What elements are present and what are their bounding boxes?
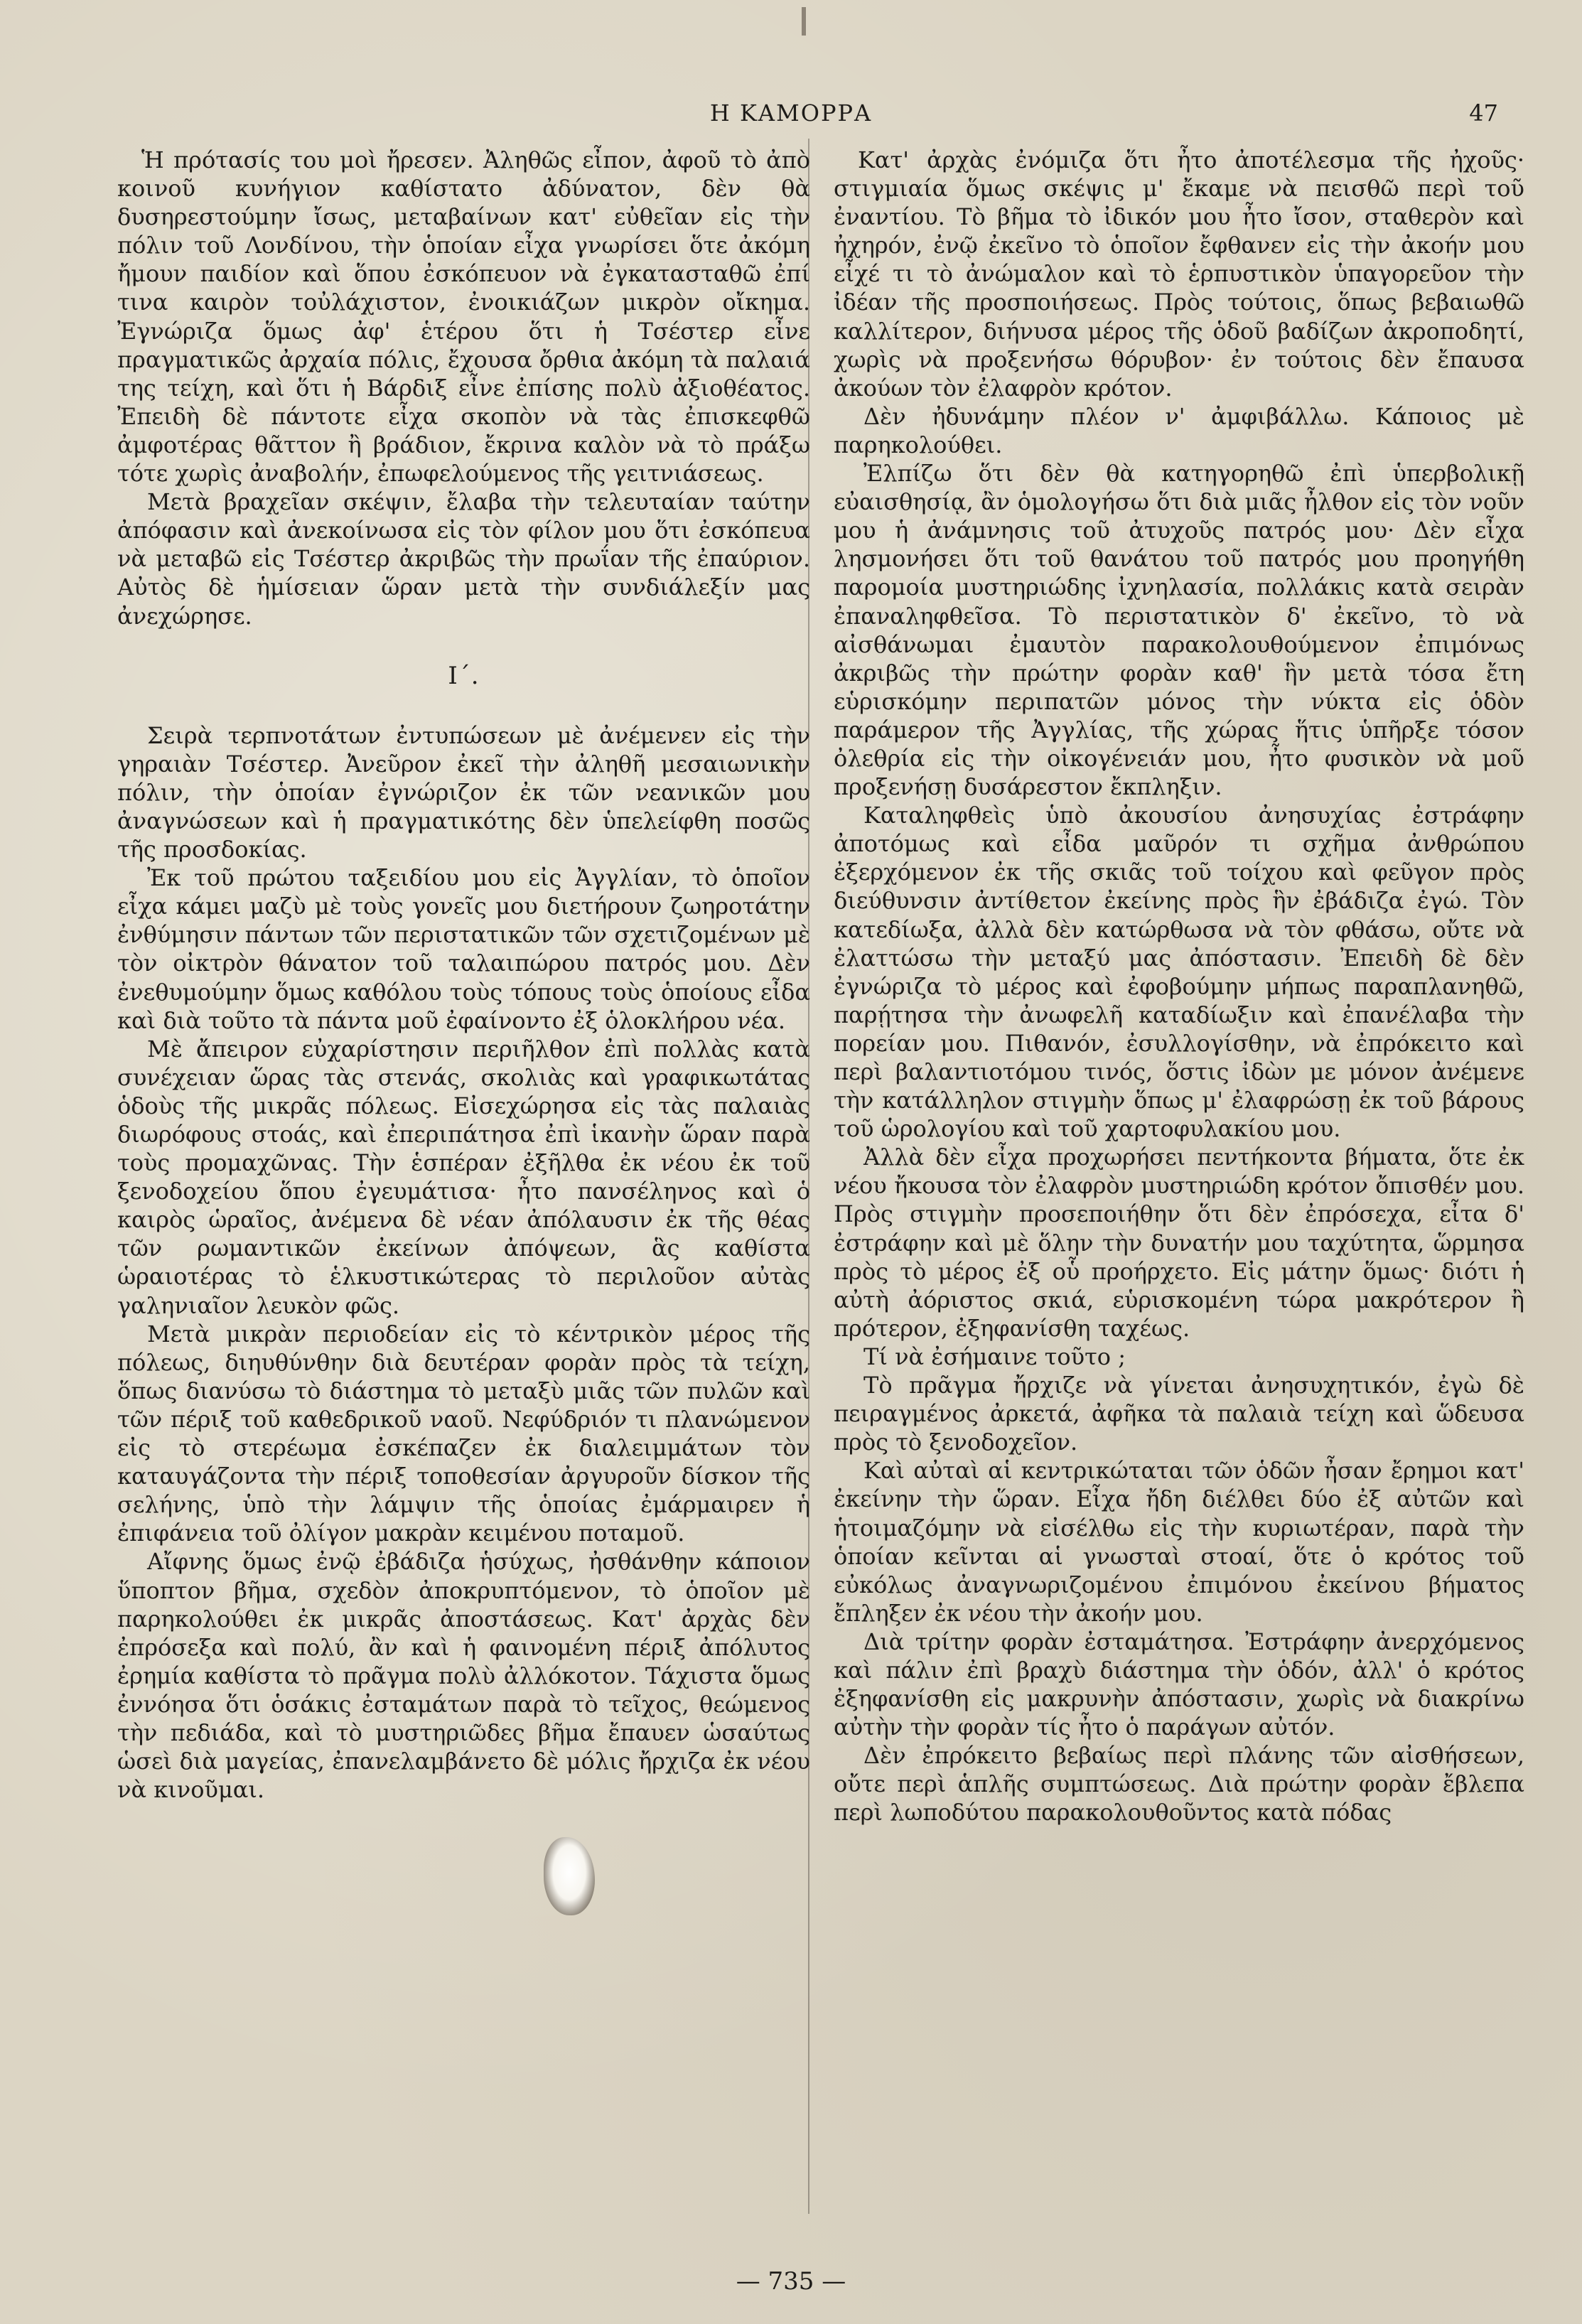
paragraph: Ἐκ τοῦ πρώτου ταξειδίου μου εἰς Ἀγγλίαν, τὸ ὁποῖον εἶχα κάμει μαζὺ μὲ τοὺς γονεῖς μου διετήρουν ζωηροτάτην ἐνθύμησιν πάντων τῶν περιστατικῶν τῶν σχετιζομένων μὲ τὸν οἰκτρὸν θάνατον τοῦ ταλαιπώρου πατρός μου. Δὲν ἐνεθυμούμην ὅμως καθόλου τοὺς τόπους τοὺς ὁποίους εἶδα καὶ διὰ τοῦτο τὰ πάντα μοῦ ἐφαίνοντο ἐξ ὁλοκλήρου νέα. xyxy=(117,864,810,1034)
paragraph: Μετὰ βραχεῖαν σκέψιν, ἔλαβα τὴν τελευταίαν ταύτην ἀπόφασιν καὶ ἀνεκοίνωσα εἰς τὸν φίλον μου ὅτι ἐσκόπευα νὰ μεταβῶ εἰς Τσέστερ ἀκριβῶς τὴν πρωΐαν τῆς ἐπαύριον. Αὐτὸς δὲ ἡμίσειαν ὥραν μετὰ τὴν συνδιάλεξίν μας ἀνεχώρησε. xyxy=(117,488,810,630)
paper-damage-spot xyxy=(544,1837,595,1915)
paragraph: Αἴφνης ὅμως ἐνῷ ἐβάδιζα ἡσύχως, ἠσθάνθην κάποιον ὕποπτον βῆμα, σχεδὸν ἀποκρυπτόμενον, τὸ ὁποῖον μὲ παρηκολούθει ἐκ μικρᾶς ἀποστάσεως. Κατ' ἀρχὰς δὲν ἐπρόσεξα καὶ πολύ, ἂν καὶ ἡ φαινομένη πέριξ ἀπόλυτος ἐρημία καθίστα τὸ πρᾶγμα πολὺ ἀλλόκοτον. Τάχιστα ὅμως ἐννόησα ὅτι ὁσάκις ἐσταμάτων παρὰ τὸ τεῖχος, θεώμενος τὴν πεδιάδα, καὶ τὸ μυστηριῶδες βῆμα ἔπαυεν ὡσαύτως ὡσεὶ διὰ μαγείας, ἐπανελαμβάνετο δὲ μόλις ἤρχιζα ἐκ νέου νὰ κινοῦμαι. xyxy=(117,1548,810,1804)
paragraph: Κατ' ἀρχὰς ἐνόμιζα ὅτι ἦτο ἀποτέλεσμα τῆς ἠχοῦς· στιγμιαία ὅμως σκέψις μ' ἔκαμε νὰ πεισθῶ περὶ τοῦ ἐναντίου. Τὸ βῆμα τὸ ἰδικόν μου ἦτο ἴσον, σταθερὸν καὶ ἠχηρόν, ἐνῷ ἐκεῖνο τὸ ὁποῖον ἔφθανεν εἰς τὴν ἀκοήν μου εἶχέ τι τὸ ἀνώμαλον καὶ τὸ ἑρπυστικὸν ὑπαγορεῦον τὴν ἰδέαν τῆς προσποιήσεως. Πρὸς τούτοις, ὅπως βεβαιωθῶ καλλίτερον, διήνυσα μέρος τῆς ὁδοῦ βαδίζων ἀκροποδητί, χωρὶς νὰ προξενήσω θόρυβον· ἐν τούτοις δὲν ἔπαυσα ἀκούων τὸν ἐλαφρὸν κρότον. xyxy=(834,146,1524,402)
right-column xyxy=(834,146,1524,1827)
paragraph: Τὸ πρᾶγμα ἤρχιζε νὰ γίνεται ἀνησυχητικόν, ἐγὼ δὲ πειραγμένος ἀρκετά, ἀφῆκα τὰ παλαιὰ τείχη καὶ ὥδευσα πρὸς τὸ ξενοδοχεῖον. xyxy=(834,1372,1524,1456)
running-header-title: Η ΚΑΜΟΡΡΑ xyxy=(709,99,873,127)
running-header-page-number: 47 xyxy=(1469,99,1498,127)
paragraph: Μὲ ἄπειρον εὐχαρίστησιν περιῆλθον ἐπὶ πολλὰς κατὰ συνέχειαν ὥρας τὰς στενάς, σκολιὰς καὶ γραφικωτάτας ὁδοὺς τῆς μικρᾶς πόλεως. Εἰσεχώρησα εἰς τὰς παλαιὰς διωρόφους στοάς, καὶ ἐπεριπάτησα ἐπὶ ἱκανὴν ὥραν παρὰ τοὺς προμαχῶνας. Τὴν ἑσπέραν ἐξῆλθα ἐκ νέου ἐκ τοῦ ξενοδοχείου ὅπου ἐγευμάτισα· ἦτο πανσέληνος καὶ ὁ καιρὸς ὡραῖος, ἀνέμενα δὲ νέαν ἀπόλαυσιν ἐκ τῆς θέας τῶν ρωμαντικῶν ἐκείνων ἀπόψεων, ἃς καθίστα ὡραιοτέρας τὸ ἑλκυστικώτερας τὸ περιλοῦον αὐτὰς γαληνιαῖον λευκὸν φῶς. xyxy=(117,1035,810,1319)
paragraph: Μετὰ μικρὰν περιοδείαν εἰς τὸ κέντρικὸν μέρος τῆς πόλεως, διηυθύνθην διὰ δευτέραν φορὰν πρὸς τὰ τείχη, ὅπως διανύσω τὸ διάστημα τὸ μεταξὺ μιᾶς τῶν πυλῶν καὶ τῶν πέριξ τοῦ καθεδρικοῦ ναοῦ. Νεφύδριόν τι πλανώμενον εἰς τὸ στερέωμα ἐσκέπαζεν ἐκ διαλειμμάτων τὸν καταυγάζοντα τὴν πέριξ τοποθεσίαν ἀργυροῦν δίσκον τῆς σελήνης, ὑπὸ τὴν λάμψιν τῆς ὁποίας ἐμάρμαιρεν ἡ ἐπιφάνεια τοῦ ὀλίγον μακρὰν κειμένου ποταμοῦ. xyxy=(117,1320,810,1547)
paragraph: Δὲν ἠδυνάμην πλέον ν' ἀμφιβάλλω. Κάποιος μὲ παρηκολούθει. xyxy=(834,402,1524,458)
paragraph: Δὲν ἐπρόκειτο βεβαίως περὶ πλάνης τῶν αἰσθήσεων, οὔτε περὶ ἁπλῆς συμπτώσεως. Διὰ πρώτην φορὰν ἔβλεπα περὶ λωποδύτου παρακολουθοῦντος κατὰ πόδας xyxy=(834,1742,1524,1827)
paragraph: Ἡ πρότασίς του μοὶ ἤρεσεν. Ἀληθῶς εἶπον, ἀφοῦ τὸ ἀπὸ κοινοῦ κυνήγιον καθίστατο ἀδύνατον, δὲν θὰ δυσηρεστούμην ἴσως, μεταβαίνων κατ' εὐθεῖαν εἰς τὴν πόλιν τοῦ Λονδίνου, τὴν ὁποίαν εἶχα γνωρίσει ὅτε ἀκόμη ἤμουν παιδίον καὶ ὅπου ἐσκόπευον νὰ ἐγκατασταθῶ ἐπί τινα καιρὸν τοὐλάχιστον, ἐνοικιάζων μικρὸν οἴκημα. Ἐγνώριζα ὅμως ἀφ' ἑτέρου ὅτι ἡ Τσέστερ εἶνε πραγματικῶς ἀρχαία πόλις, ἔχουσα ὄρθια ἀκόμη τὰ παλαιά της τείχη, καὶ ὅτι ἡ Βάρδιξ εἶνε ἐπίσης πολὺ ἀξιοθέατος. Ἐπειδὴ δὲ πάντοτε εἶχα σκοπὸν νὰ τὰς ἐπισκεφθῶ ἀμφοτέρας θᾶττον ἢ βράδιον, ἔκρινα καλὸν νὰ τὸ πράξω τότε χωρὶς ἀναβολήν, ἐπωφελούμενος τῆς γειτνιάσεως. xyxy=(117,146,810,488)
paragraph: Ἐλπίζω ὅτι δὲν θὰ κατηγορηθῶ ἐπὶ ὑπερβολικῇ εὐαισθησίᾳ, ἂν ὁμολογήσω ὅτι διὰ μιᾶς ἦλθον εἰς τὸν νοῦν μου ἡ ἀνάμνησις τοῦ ἀτυχοῦς πατρός μου· Δὲν εἶχα λησμονήσει ὅτι τοῦ θανάτου τοῦ πατρός μου προηγήθη παρομοία μυστηριώδης ἰχνηλασία, πολλάκις κατὰ σειρὰν ἐπαναληφθεῖσα. Τὸ περιστατικὸν δ' ἐκεῖνο, τὸ νὰ αἰσθάνωμαι ἐμαυτὸν παρακολουθούμενον ἐπιμόνως ἀκριβῶς τὴν πρώτην φορὰν καθ' ἣν μετὰ τόσα ἔτη εὑρισκόμην περιπατῶν μόνος τὴν νύκτα εἰς ὁδὸν παράμερον τῆς Ἀγγλίας, τῆς χώρας ἥτις ὑπῆρξε τόσον ὀλεθρία εἰς τὴν οἰκογένειάν μου, ἦτο φυσικὸν νὰ μοῦ προξενήσῃ δυσάρεστον ἔκπληξιν. xyxy=(834,460,1524,801)
footer-page-number: — 735 — xyxy=(736,2267,846,2296)
column-divider xyxy=(808,139,809,2214)
left-column xyxy=(117,146,810,1804)
paragraph: Καταληφθεὶς ὑπὸ ἀκουσίου ἀνησυχίας ἐστράφην ἀποτόμως καὶ εἶδα μαῦρόν τι σχῆμα ἀνθρώπου ἐξερχόμενον ἐκ τῆς σκιᾶς τοῦ τοίχου καὶ φεῦγον πρὸς διεύθυνσιν ἀντίθετον ἐκείνης πρὸς ἣν ἐβάδιζα ἐγώ. Τὸν κατεδίωξα, ἀλλὰ δὲν κατώρθωσα νὰ τὸν φθάσω, οὔτε νὰ ἐλαττώσω τὴν μεταξύ μας ἀπόστασιν. Ἐπειδὴ δὲ δὲν ἐγνώριζα τὸ μέρος καὶ ἐφοβούμην μήπως παραπλανηθῶ, παρῄτησα τὴν ἀνωφελῆ καταδίωξιν καὶ ἐπανέλαβα τὴν πορείαν μου. Πιθανόν, ἐσυλλογίσθην, νὰ ἐπρόκειτο καὶ περὶ βαλαντιοτόμου τινός, ὅστις ἰδὼν με μόνον ἀνέμενε τὴν κατάλληλον στιγμὴν ὅπως μ' ἐλαφρώσῃ ἐκ τοῦ βάρους τοῦ ὡρολογίου καὶ τοῦ χαρτοφυλακίου μου. xyxy=(834,802,1524,1143)
page-mark xyxy=(802,7,806,36)
paragraph: Τί νὰ ἐσήμαινε τοῦτο ; xyxy=(863,1343,1126,1370)
paragraph: Σειρὰ τερπνοτάτων ἐντυπώσεων μὲ ἀνέμενεν εἰς τὴν γηραιὰν Τσέστερ. Ἀνεῦρον ἐκεῖ τὴν ἀληθῆ μεσαιωνικὴν πόλιν, τὴν ὁποίαν ἐγνώριζον ἐκ τῶν νεανικῶν μου ἀναγνώσεων καὶ ἡ πραγματικότης δὲν ὑπελείφθη ποσῶς τῆς προσδοκίας. xyxy=(117,721,810,864)
paragraph: Ἀλλὰ δὲν εἶχα προχωρήσει πεντήκοντα βήματα, ὅτε ἐκ νέου ἤκουσα τὸν ἐλαφρὸν μυστηριώδη κρότον ὄπισθέν μου. Πρὸς στιγμὴν προσεποιήθην ὅτι δὲν ἐπρόσεχα, εἶτα δ' ἐστράφην καὶ μὲ ὅλην τὴν δυνατήν μου ταχύτητα, ὥρμησα πρὸς τὸ μέρος ἐξ οὗ προήρχετο. Εἰς μάτην ὅμως· διότι ἡ αὐτὴ ἀόριστος σκιά, εὑρισκομένη τώρα μακρότερον ἢ πρότερον, ἐξηφανίσθη ταχέως. xyxy=(834,1144,1524,1342)
paragraph: Διὰ τρίτην φορὰν ἐσταμάτησα. Ἐστράφην ἀνερχόμενος καὶ πάλιν ἐπὶ βραχὺ διάστημα τὴν ὁδόν, ἀλλ' ὁ κρότος ἐξηφανίσθη εἰς μακρυνὴν ἀπόστασιν, χωρὶς νὰ διακρίνω αὐτὴν τὴν φορὰν τίς ἦτο ὁ παράγων αὐτόν. xyxy=(834,1628,1524,1741)
paragraph: Καὶ αὐταὶ αἱ κεντρικώταται τῶν ὁδῶν ἦσαν ἔρημοι κατ' ἐκείνην τὴν ὥραν. Εἶχα ἤδη διέλθει δύο ἐξ αὐτῶν καὶ ἡτοιμαζόμην νὰ εἰσέλθω εἰς τὴν κυριωτέραν, παρὰ τὴν ὁποίαν κεῖνται αἱ γνωσταὶ στοαί, ὅτε ὁ κρότος τοῦ εὐκόλως ἀναγνωριζομένου ἐπιμόνου ἐκείνου βήματος ἔπληξεν ἐκ νέου τὴν ἀκοήν μου. xyxy=(834,1457,1524,1627)
section-heading: Ι΄. xyxy=(448,661,480,690)
